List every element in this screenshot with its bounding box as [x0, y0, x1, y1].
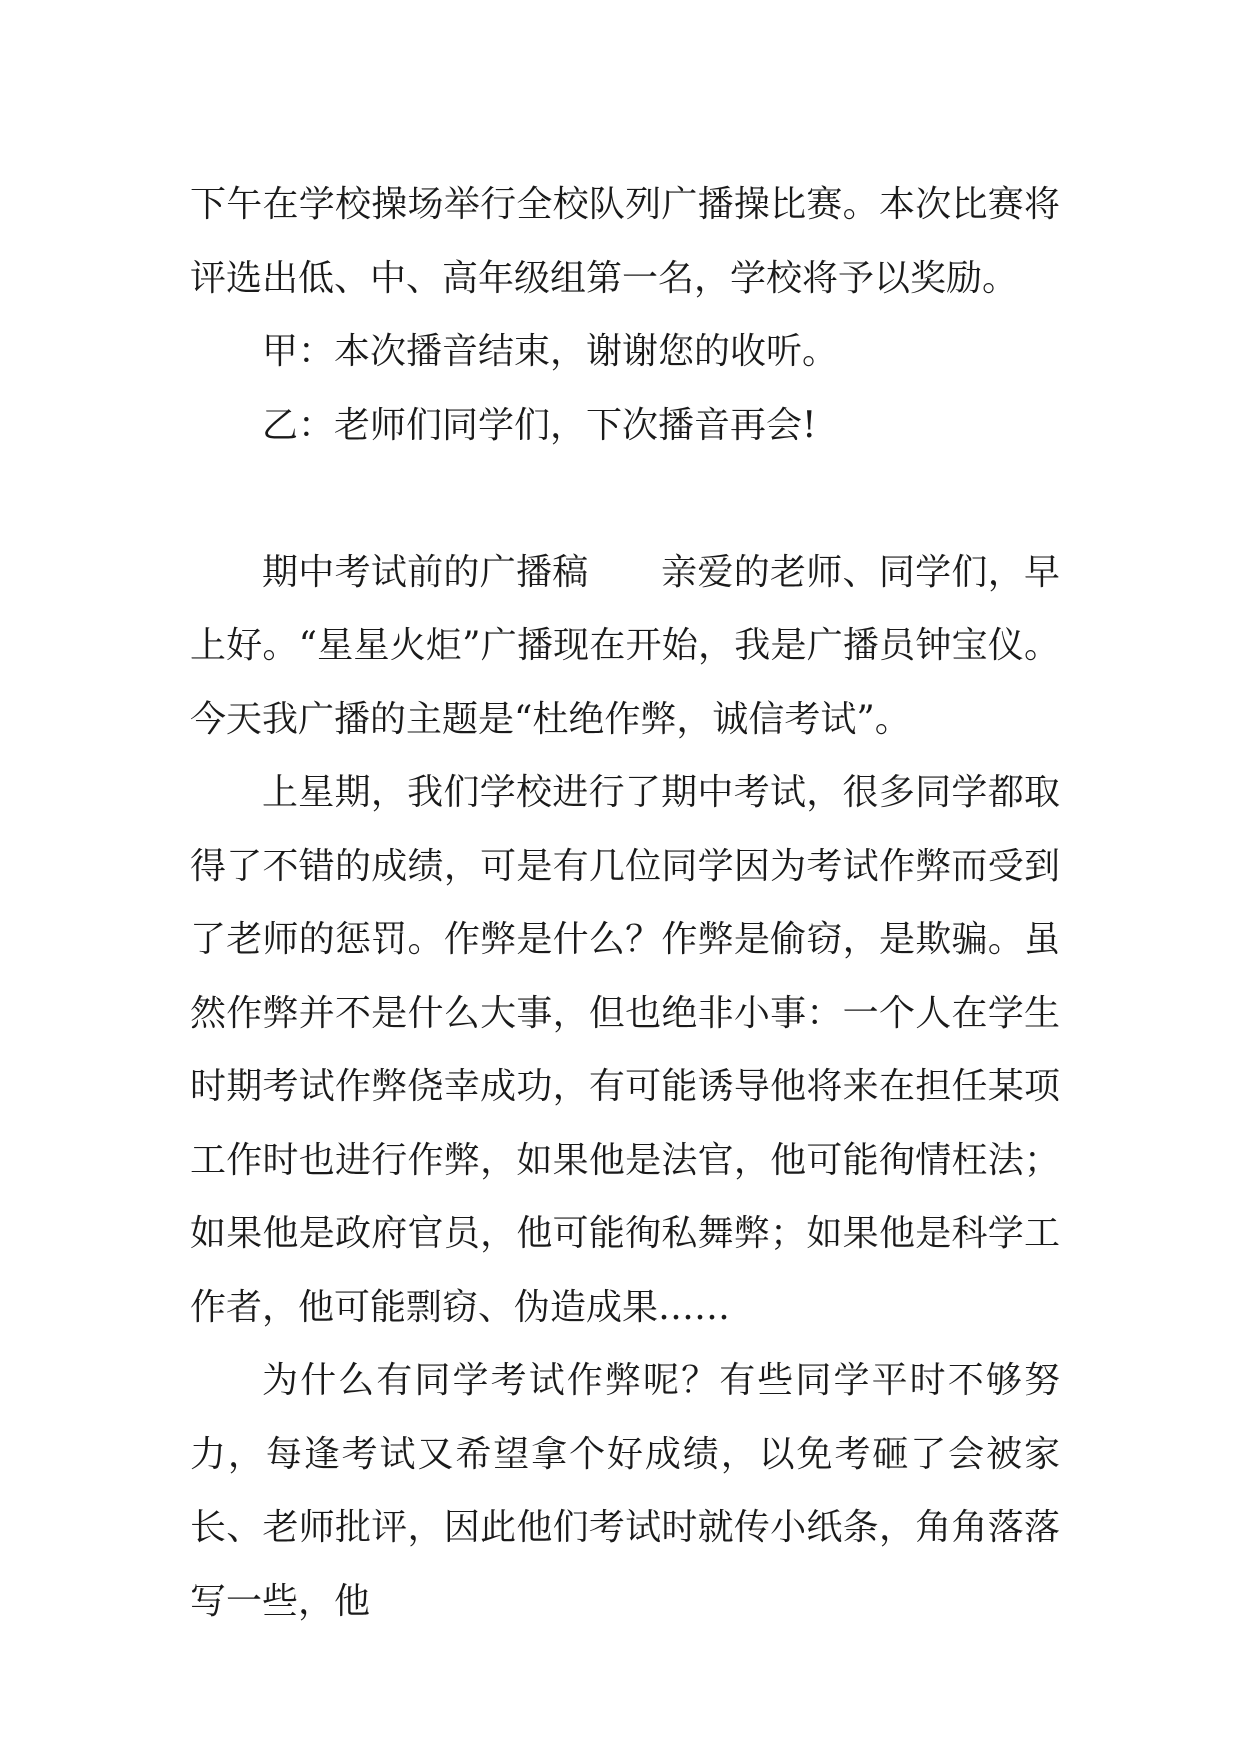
paragraph-cheating-discussion: 上星期，我们学校进行了期中考试，很多同学都取得了不错的成绩，可是有几位同学因为考试作弊而受到了老师的惩罚。作弊是什么？作弊是偷窃，是欺骗。虽然作弊并不是什么大事，但也绝非小事：一个人在学生时期考试作弊侥幸成功，有可能诱导他将来在担任某项工作时也进行作弊，如果他是法官，他可能徇情枉法；如果他是政府官员，他可能徇私舞弊；如果他是科学工作者，他可能剽窃、伪造成果……	[190, 772, 1060, 1328]
paragraph-competition-notice: 下午在学校操场举行全校队列广播操比赛。本次比赛将评选出低、中、高年级组第一名，学校将予以奖励。	[190, 184, 1060, 299]
body-text	[190, 168, 1060, 1638]
paragraph-speaker-a-closing: 甲：本次播音结束，谢谢您的收听。	[262, 331, 839, 372]
paragraph-speaker-b-closing: 乙：老师们同学们，下次播音再会!	[262, 404, 817, 446]
paragraph-cheating-reasons: 为什么有同学考试作弊呢？有些同学平时不够努力，每逢考试又希望拿个好成绩，以免考砸了会被家长、老师批评，因此他们考试时就传小纸条，角角落落写一些，他	[190, 1360, 1060, 1622]
paragraph-broadcast-title-intro: 期中考试前的广播稿 亲爱的老师、同学们，早上好。“星星火炬”广播现在开始，我是广播员钟宝仪。今天我广播的主题是“杜绝作弊，诚信考试”。	[190, 551, 1060, 740]
